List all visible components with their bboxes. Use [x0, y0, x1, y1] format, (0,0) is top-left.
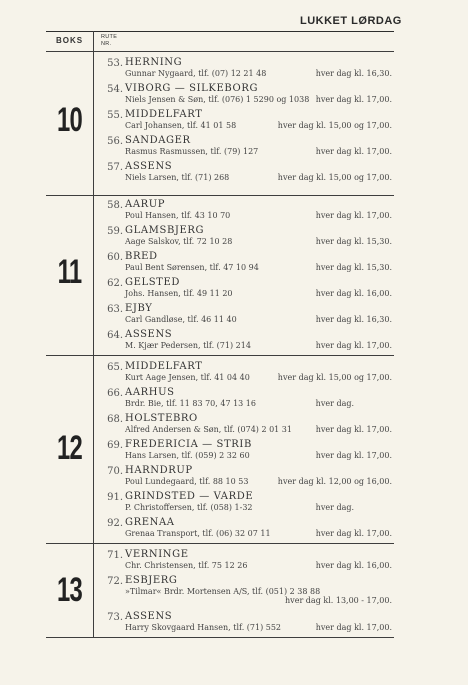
route-schedule: hver dag kl. 15,00 og 17,00.: [277, 121, 392, 130]
route-contact: Grenaa Transport, tlf. (06) 32 07 11: [125, 529, 271, 538]
route-number: 73.: [107, 612, 123, 623]
route-number: 60.: [107, 252, 123, 263]
route-contact: Brdr. Bie, tlf. 11 83 70, 47 13 16: [125, 399, 256, 408]
route-contact: M. Kjær Pedersen, tlf. (71) 214: [125, 341, 251, 350]
route-name: ESBJERG: [125, 575, 178, 586]
route-row: [93, 109, 394, 135]
route-schedule: hver dag kl. 17,00.: [315, 341, 392, 350]
route-schedule: hver dag kl. 17,00.: [315, 529, 392, 538]
route-contact: Rasmus Rasmussen, tlf. (79) 127: [125, 147, 259, 156]
route-schedule: hver dag kl. 13,00 - 17,00.: [285, 596, 392, 605]
route-schedule: hver dag kl. 16,30.: [315, 315, 392, 324]
route-row: [93, 491, 394, 517]
route-row: [93, 83, 394, 109]
route-name: GRINDSTED — VARDE: [125, 491, 254, 502]
route-row: [93, 611, 394, 637]
route-schedule: hver dag kl. 16,00.: [315, 289, 392, 298]
route-contact: Carl Gandløse, tlf. 46 11 40: [125, 315, 237, 324]
page-title: LUKKET LØRDAG: [300, 15, 402, 27]
header-rule: [46, 51, 394, 52]
route-schedule: hver dag kl. 15,30.: [315, 237, 392, 246]
route-schedule: hver dag kl. 17,00.: [315, 425, 392, 434]
route-number: 69.: [107, 440, 123, 451]
route-row: [93, 439, 394, 465]
route-number: 54.: [107, 84, 123, 95]
route-schedule: hver dag kl. 15,00 og 17,00.: [277, 173, 392, 182]
route-contact: Niels Larsen, tlf. (71) 268: [125, 173, 230, 182]
route-contact: Niels Jensen & Søn, tlf. (076) 1 5290 og 1038: [125, 95, 310, 104]
route-number: 92.: [107, 518, 123, 529]
table-top-rule: [46, 31, 394, 32]
schedule-table: [46, 31, 394, 641]
route-name: ASSENS: [125, 161, 173, 172]
route-row: [93, 135, 394, 161]
route-name: HERNING: [125, 57, 183, 68]
route-name: HOLSTEBRO: [125, 413, 198, 424]
route-contact: Poul Lundegaard, tlf. 88 10 53: [125, 477, 249, 486]
route-name: GELSTED: [125, 277, 180, 288]
column-header-boks: BOKS: [55, 36, 84, 45]
route-row: [93, 387, 394, 413]
route-contact: Gunnar Nygaard, tlf. (07) 12 21 48: [125, 69, 267, 78]
route-schedule: hver dag.: [315, 399, 354, 408]
route-number: 59.: [107, 226, 123, 237]
route-schedule: hver dag kl. 17,00.: [315, 623, 392, 632]
route-contact: Harry Skovgaard Hansen, tlf. (71) 552: [125, 623, 282, 632]
route-row: [93, 549, 394, 575]
route-number: 55.: [107, 110, 123, 121]
route-number: 63.: [107, 304, 123, 315]
route-contact: »Tilmar« Brdr. Mortensen A/S, tlf. (051) 2 38 88: [125, 587, 321, 596]
route-name: EJBY: [125, 303, 153, 314]
route-name: HARNDRUP: [125, 465, 193, 476]
route-number: 58.: [107, 200, 123, 211]
route-schedule: hver dag kl. 16,00.: [315, 561, 392, 570]
route-contact: Aage Salskov, tlf. 72 10 28: [125, 237, 233, 246]
route-schedule: hver dag.: [315, 503, 354, 512]
route-row: [93, 465, 394, 491]
route-schedule: hver dag kl. 17,00.: [315, 211, 392, 220]
route-name: VERNINGE: [125, 549, 189, 560]
route-schedule: hver dag kl. 17,00.: [315, 147, 392, 156]
route-number: 91.: [107, 492, 123, 503]
route-row: [93, 413, 394, 439]
boks-number: 12: [56, 429, 83, 467]
route-name: BRED: [125, 251, 158, 262]
route-number: 62.: [107, 278, 123, 289]
route-row: [93, 57, 394, 83]
boks-number: 10: [56, 101, 83, 139]
route-number: 66.: [107, 388, 123, 399]
route-contact: Hans Larsen, tlf. (059) 2 32 60: [125, 451, 250, 460]
route-schedule: hver dag kl. 17,00.: [315, 451, 392, 460]
route-row: [93, 251, 394, 277]
route-row: [93, 575, 394, 609]
route-row: [93, 277, 394, 303]
route-schedule: hver dag kl. 17,00.: [315, 95, 392, 104]
route-number: 56.: [107, 136, 123, 147]
route-number: 71.: [107, 550, 123, 561]
route-number: 72.: [107, 576, 123, 587]
route-name: MIDDELFART: [125, 361, 203, 372]
group-divider: [46, 195, 394, 196]
route-row: [93, 161, 394, 187]
route-name: SANDAGER: [125, 135, 191, 146]
route-contact: Johs. Hansen, tlf. 49 11 20: [125, 289, 233, 298]
route-row: [93, 225, 394, 251]
route-row: [93, 329, 394, 355]
route-number: 70.: [107, 466, 123, 477]
route-number: 57.: [107, 162, 123, 173]
route-number: 68.: [107, 414, 123, 425]
boks-number: 13: [56, 571, 83, 609]
route-name: AARUP: [125, 199, 166, 210]
route-contact: Paul Bent Sørensen, tlf. 47 10 94: [125, 263, 259, 272]
group-divider: [46, 355, 394, 356]
route-name: FREDERICIA — STRIB: [125, 439, 252, 450]
route-schedule: hver dag kl. 15,30.: [315, 263, 392, 272]
route-number: 64.: [107, 330, 123, 341]
table-bottom-rule: [46, 637, 394, 638]
route-name: ASSENS: [125, 329, 173, 340]
route-contact: Alfred Andersen & Søn, tlf. (074) 2 01 31: [125, 425, 292, 434]
column-header-rute: RUTE NR.: [101, 34, 118, 47]
route-contact: Poul Hansen, tlf. 43 10 70: [125, 211, 231, 220]
route-name: MIDDELFART: [125, 109, 203, 120]
route-schedule: hver dag kl. 15,00 og 17,00.: [277, 373, 392, 382]
route-row: [93, 361, 394, 387]
group-divider: [46, 543, 394, 544]
route-name: GRENAA: [125, 517, 175, 528]
route-row: [93, 199, 394, 225]
route-schedule: hver dag kl. 12,00 og 16,00.: [277, 477, 392, 486]
route-name: VIBORG — SILKEBORG: [125, 83, 259, 94]
route-row: [93, 517, 394, 543]
route-contact: P. Christoffersen, tlf. (058) 1-32: [125, 503, 253, 512]
boks-number: 11: [57, 253, 82, 291]
route-contact: Kurt Aage Jensen, tlf. 41 04 40: [125, 373, 250, 382]
route-name: AARHUS: [125, 387, 175, 398]
route-number: 65.: [107, 362, 123, 373]
route-contact: Carl Johansen, tlf. 41 01 58: [125, 121, 237, 130]
route-row: [93, 303, 394, 329]
route-contact: Chr. Christensen, tlf. 75 12 26: [125, 561, 248, 570]
route-number: 53.: [107, 58, 123, 69]
route-name: GLAMSBJERG: [125, 225, 205, 236]
route-name: ASSENS: [125, 611, 173, 622]
route-schedule: hver dag kl. 16,30.: [315, 69, 392, 78]
